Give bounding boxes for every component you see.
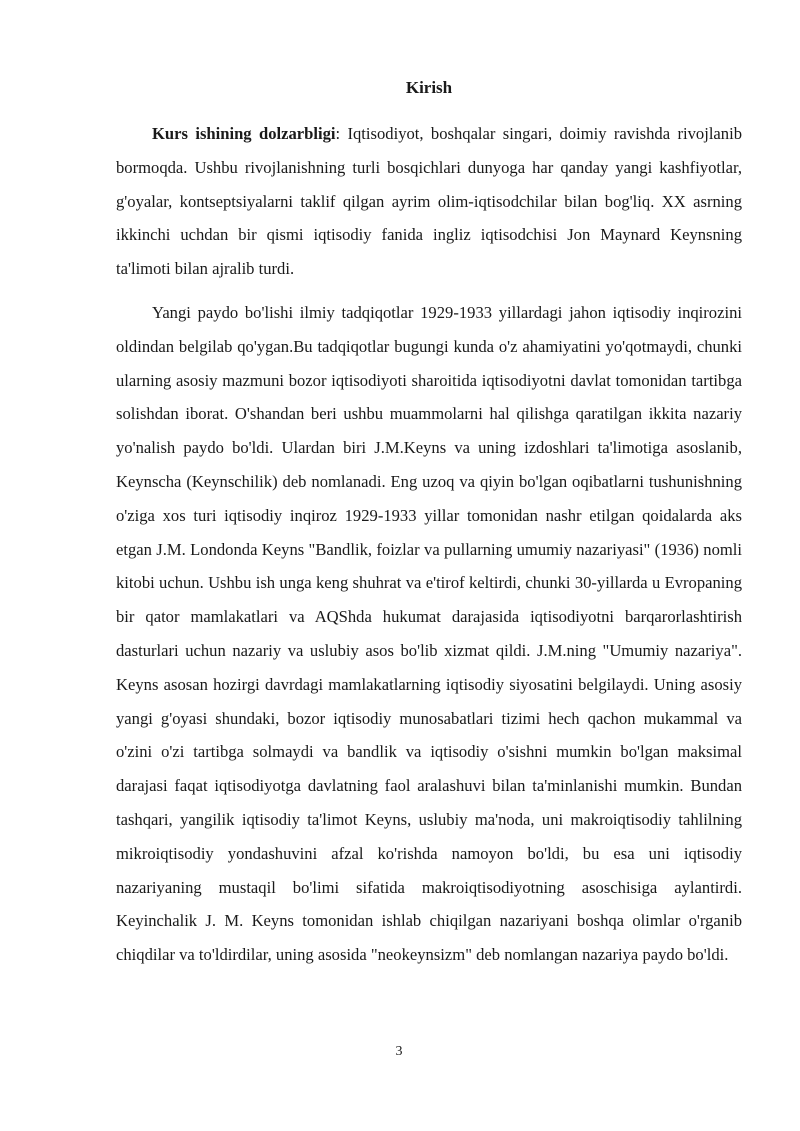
paragraph-lead: Kurs ishining dolzarbligi bbox=[152, 124, 336, 143]
page-number: 3 bbox=[395, 1044, 403, 1059]
paragraph-relevance bbox=[116, 117, 742, 286]
paragraph-body: : Iqtisodiyot, boshqalar singari, doimiy ravishda rivojlanib bormoqda. Ushbu rivojlanishning turli bosqichlari dunyoga har qanday yangi kashfiyotlar, g'oyalar, kontseptsiyalarni taklif qilgan ayrim olim-iqtisodchilar bilan bog'liq. XX asrning ikkinchi uchdan bir qismi iqtisodiy fanida ingliz iqtisodchisi Jon Maynard Keynsning ta'limoti bilan ajralib turdi. bbox=[116, 124, 742, 279]
page-title: Kirish bbox=[405, 78, 453, 97]
paragraph-keynes-theory: Yangi paydo bo'lishi ilmiy tadqiqotlar 1929-1933 yillardagi jahon iqtisodiy inqirozini oldindan belgilab qo'ygan.Bu tadqiqotlar bugungi kunda o'z ahamiyatini yo'qotmaydi, chunki ularning asosiy mazmuni bozor iqtisodiyoti sharoitida iqtisodiyotni davlat tomonidan tartibga solishdan iborat. O'shandan beri ushbu muammolarni hal qilishga qaratilgan ikkita nazariy yo'nalish paydo bo'ldi. Ulardan biri J.M.Keyns va uning izdoshlari ta'limotiga asoslanib, Keynscha (Keynschilik) deb nomlanadi. Eng uzoq va qiyin bo'lgan oqibatlarni tushunishning o'ziga xos turi iqtisodiy inqiroz 1929-1933 yillar tomonidan nashr etilgan qoidalarda aks etgan J.M. Londonda Keyns "Bandlik, foizlar va pullarning umumiy nazariyasi" (1936) nomli kitobi uchun. Ushbu ish unga keng shuhrat va e'tirof keltirdi, chunki 30-yillarda u Evropaning bir qator mamlakatlari va AQShda hukumat darajasida iqtisodiyotni barqarorlashtirish dasturlari uchun nazariy va uslubiy asos bo'lib xizmat qildi. J.M.ning "Umumiy nazariya". Keyns asosan hozirgi davrdagi mamlakatlarning iqtisodiy siyosatini belgilaydi. Uning asosiy yangi g'oyasi shundaki, bozor iqtisodiy munosabatlari tizimi hech qachon mukammal va o'zini o'zi tartibga solmaydi va bandlik va iqtisodiy o'sishni mumkin bo'lgan maksimal darajasi faqat iqtisodiyotga davlatning faol aralashuvi bilan ta'minlanishi mumkin. Bundan tashqari, yangilik iqtisodiy ta'limot Keyns, uslubiy ma'noda, uni makroiqtisodiy tahlilning mikroiqtisodiy yondashuvini afzal ko'rishda namoyon bo'ldi, bu esa uni iqtisodiy nazariyaning mustaqil bo'limi sifatida makroiqtisodiyotning asoschisiga aylantirdi. Keyinchalik J. M. Keyns tomonidan ishlab chiqilgan nazariyani boshqa olimlar o'rganib chiqdilar va to'ldirdilar, uning asosida "neokeynsizm" deb nomlangan nazariya paydo bo'ldi. bbox=[116, 303, 742, 965]
